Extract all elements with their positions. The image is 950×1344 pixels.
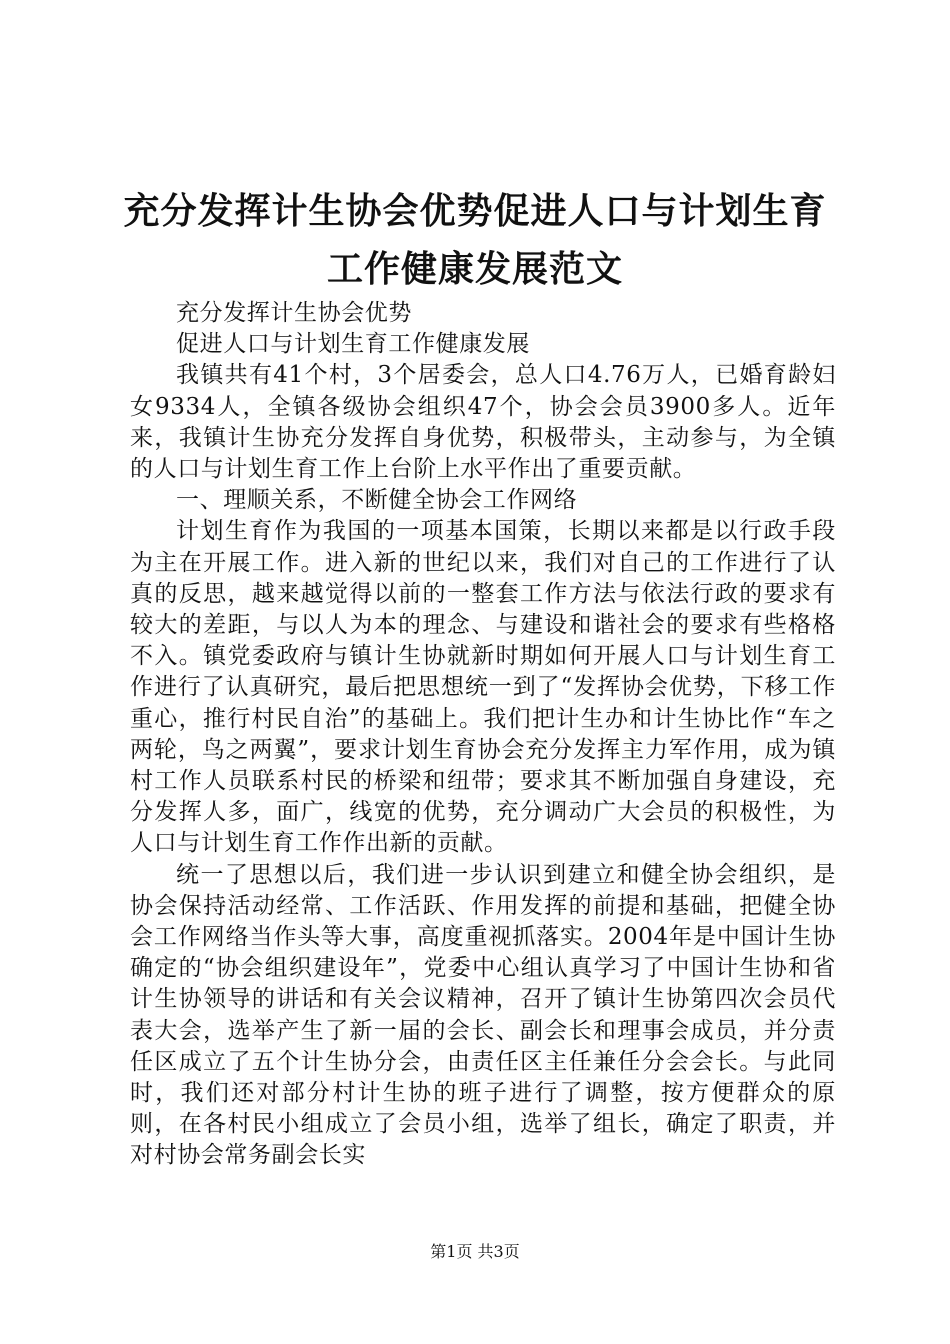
- document-title: 充分发挥计生协会优势促进人口与计划生育工作健康发展范文: [123, 190, 827, 290]
- page-footer: 第1页 共3页: [430, 1242, 520, 1261]
- section-heading-1: 一、理顺关系，不断健全协会工作网络: [176, 487, 578, 514]
- paragraph-subtitle-1: 充分发挥计生协会优势: [176, 300, 412, 326]
- paragraph-intro: 我镇共有41个村，3个居委会，总人口4.76万人，已婚育龄妇女9334人，全镇各级协会组织47个，协会会员3900多人。近年来，我镇计生协充分发挥自身优势，积极带头，主动参与，为全镇的人口与计划生育工作上台阶上水平作出了重要贡献。: [130, 362, 836, 483]
- paragraph-subtitle-2: 促进人口与计划生育工作健康发展: [176, 331, 530, 358]
- paragraph-section-1-a: 计划生育作为我国的一项基本国策，长期以来都是以行政手段为主在开展工作。进入新的世纪以来，我们对自己的工作进行了认真的反思，越来越觉得以前的一整套工作方法与依法行政的要求有较大的差距，与以人为本的理念、与建设和谐社会的要求有些格格不入。镇党委政府与镇计生协就新时期如何开展人口与计划生育工作进行了认真研究，最后把思想统一到了“发挥协会优势，下移工作重心，推行村民自治”的基础上。我们把计生办和计生协比作“车之两轮，鸟之两翼”，要求计划生育协会充分发挥主力军作用，成为镇村工作人员联系村民的桥梁和纽带；要求其不断加强自身建设，充分发挥人多，面广，线宽的优势，充分调动广大会员的积极性，为人口与计划生育工作作出新的贡献。: [130, 518, 836, 857]
- document-body: [130, 298, 836, 1172]
- paragraph-section-1-b: 统一了思想以后，我们进一步认识到建立和健全协会组织，是协会保持活动经常、工作活跃、作用发挥的前提和基础，把健全协会工作网络当作头等大事，高度重视抓落实。2004年是中国计生协确定的“协会组织建设年”，党委中心组认真学习了中国计生协和省计生协领导的讲话和有关会议精神，召开了镇计生协第四次会员代表大会，选举产生了新一届的会长、副会长和理事会成员，并分责任区成立了五个计生协分会，由责任区主任兼任分会会长。与此同时，我们还对部分村计生协的班子进行了调整，按方便群众的原则，在各村民小组成立了会员小组，选举了组长，确定了职责，并对村协会常务副会长实: [130, 861, 836, 1169]
